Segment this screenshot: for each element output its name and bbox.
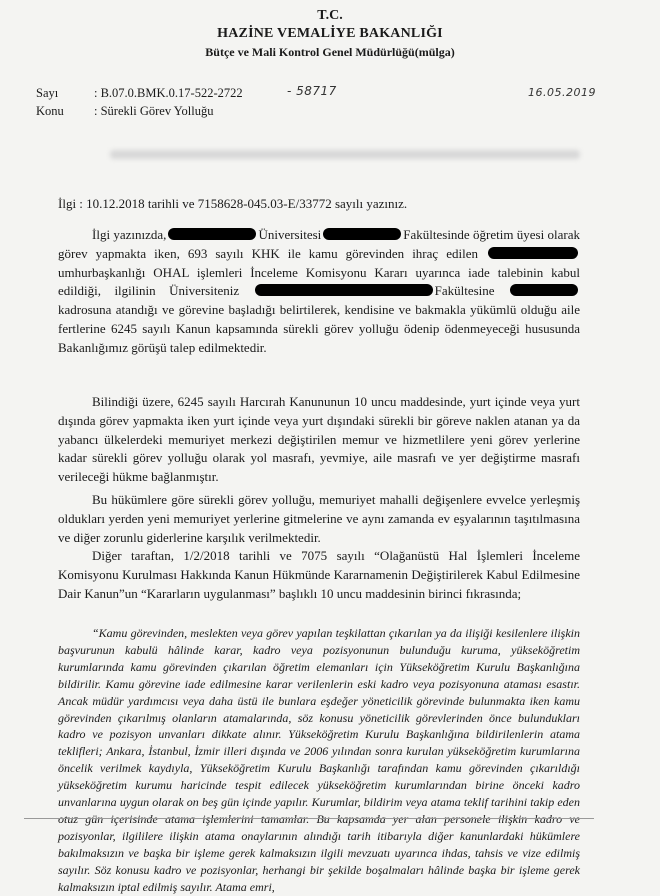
p1-text-b: Üniversitesi — [258, 227, 322, 242]
p1-text-c: Fakültesinde öğretim üyesi olarak görev yapmakta iken, 693 sayılı KHK ile kamu görevinden ihraç edilen — [58, 227, 581, 261]
sayi-value: : B.07.0.BMK.0.17-522-2722 — [94, 86, 243, 100]
header-state: T.C. — [317, 8, 343, 23]
paragraph-1 — [58, 226, 580, 358]
page-bottom-edge — [24, 818, 594, 819]
quoted-law-text: “Kamu görevinden, meslekten veya görev yapılan teşkilattan çıkarılan ya da ilişiği kesilenlere ilişkin başvurunun kabulü hâlinde karar, kadro veya pozisyonunun bulunduğu kuruma, yükseköğretim kurumlarında kamu görevinden çıkarılan öğretim elemanları için Yükseköğretim Kurulu Başkanlığına bildirilir. Kamu görevine iade edilmesine karar verilenlerin eski kadro veya pozisyonuna ataması esastır. Ancak müdür yardımcısı veya daha üstü ile bunlara eşdeğer yöneticilik görevinde bulunmakta iken kamu görevinden çıkarılmış olanların atamalarında, söz konusu yöneticilik görevlerinden önce bulundukları kadro ve pozisyon unvanları dikkate alınır. Yükseköğretim Kurulu Başkanlığına bildirilenlerin atama teklifleri; Ankara, İstanbul, İzmir illeri dışında ve 2006 yılından sonra kurulan yükseköğretim kurumlarına öncelik verilmek kaydıyla, Yükseköğretim Kurulu Başkanlığı tarafından kamu görevinden çıkarıldığı yükseköğretim kurumu haricinde tespit edilecek yükseköğretim kurumlarından birine önceki kadro unvanlarına uygun olarak on beş gün içinde yapılır. Kurumlar, bildirim veya atama teklif tarihini takip eden pozisyonlar, ilgililere ilişkin atama onaylarının alındığı tarih itibarıyla diğer kanunlardaki hükümlere bakılmaksızın ve başka bir işleme gerek kalmaksızın ilgili mevzuatı uyarınca ihdas, tahsis ve vize edilmiş sayılır. Söz konusu kadro ve pozisyonlar, herhangi bir şekilde boşalmaları hâlinde başka bir işleme gerek kalmaksızın iptal edilmiş sayılır. Atama emri, — [58, 626, 580, 894]
date-handwritten: 16.05.2019 — [528, 86, 596, 99]
paragraph-2: Bilindiği üzere, 6245 sayılı Harcırah Kanununun 10 uncu maddesinde, yurt içinde veya yurt dışında görev yapmakta iken yurt içinde veya yurt dışındaki sürekli bir göreve naklen atanan ya da yabancı ülkelerdeki memuriyet merkezi değiştirilen memur ve hizmetlilere yeni görev yerlerine kadar sürekli görev yolluğu olarak yol masrafı, yevmiye, aile masrafı ve yer değiştirme masrafı verileceği hükme bağlanmıştır. — [58, 394, 580, 485]
konu-label: Konu — [36, 104, 64, 118]
p1-text-e: Fakültesine — [434, 283, 495, 299]
konu-value: : Sürekli Görev Yolluğu — [94, 104, 214, 118]
sayi-handwritten: - 58717 — [287, 84, 337, 98]
header-directorate: Bütçe ve Mali Kontrol Genel Müdürlüğü(mülga) — [205, 45, 455, 59]
header-ministry: HAZİNE VEMALİYE BAKANLIĞI — [217, 26, 443, 41]
reference-line: İlgi : 10.12.2018 tarihli ve 7158628-045.03-E/33772 sayılı yazınız. — [58, 196, 408, 211]
redaction-mark — [323, 228, 401, 240]
sayi-label: Sayı — [36, 86, 59, 100]
p1-text-f: kadrosuna atandığı ve görevine başladığı belirtilerek, kendisine ve bakmakla yükümlü olduğu aile fertlerine 6245 sayılı Kanun kapsamında sürekli görev yolluğu ödenip ödenmeyeceği hususunda Bakanlığımız görüşü talep edilmektedir. — [58, 302, 580, 355]
redaction-mark — [488, 247, 578, 259]
p1-text-a: İlgi yazınızda, — [92, 227, 167, 242]
paragraph-3: Bu hükümlere göre sürekli görev yolluğu, memuriyet mahalli değişenlere evvelce yerleşmiş oldukları yerden yeni memuriyet yerlerine gitmelerine ve aynı zamanda ev eşyalarının taşıtılmasına ve diğer zorunlu giderlerine karşılık verilmektedir. — [58, 492, 580, 545]
p1-text-d: umhurbaşkanlığı OHAL işlemleri İnceleme Komisyonu Kararı uyarınca iade talebinin kabul edildiği, ilgilinin Üniversiteniz — [58, 264, 580, 299]
redaction-mark — [255, 284, 433, 296]
redaction-mark — [168, 228, 256, 240]
paragraph-4: Diğer taraftan, 1/2/2018 tarihli ve 7075 sayılı “Olağanüstü Hal İşlemleri İnceleme Komisyonu Kurulması Hakkında Kanun Hükmünde Kararnamenin Değiştirilerek Kabul Edilmesine Dair Kanun”un “Kararların uygulanması” başlıklı 10 uncu maddesinin birinci fıkrasında; — [58, 548, 580, 601]
blurred-line — [110, 150, 580, 159]
redaction-mark — [510, 284, 578, 296]
